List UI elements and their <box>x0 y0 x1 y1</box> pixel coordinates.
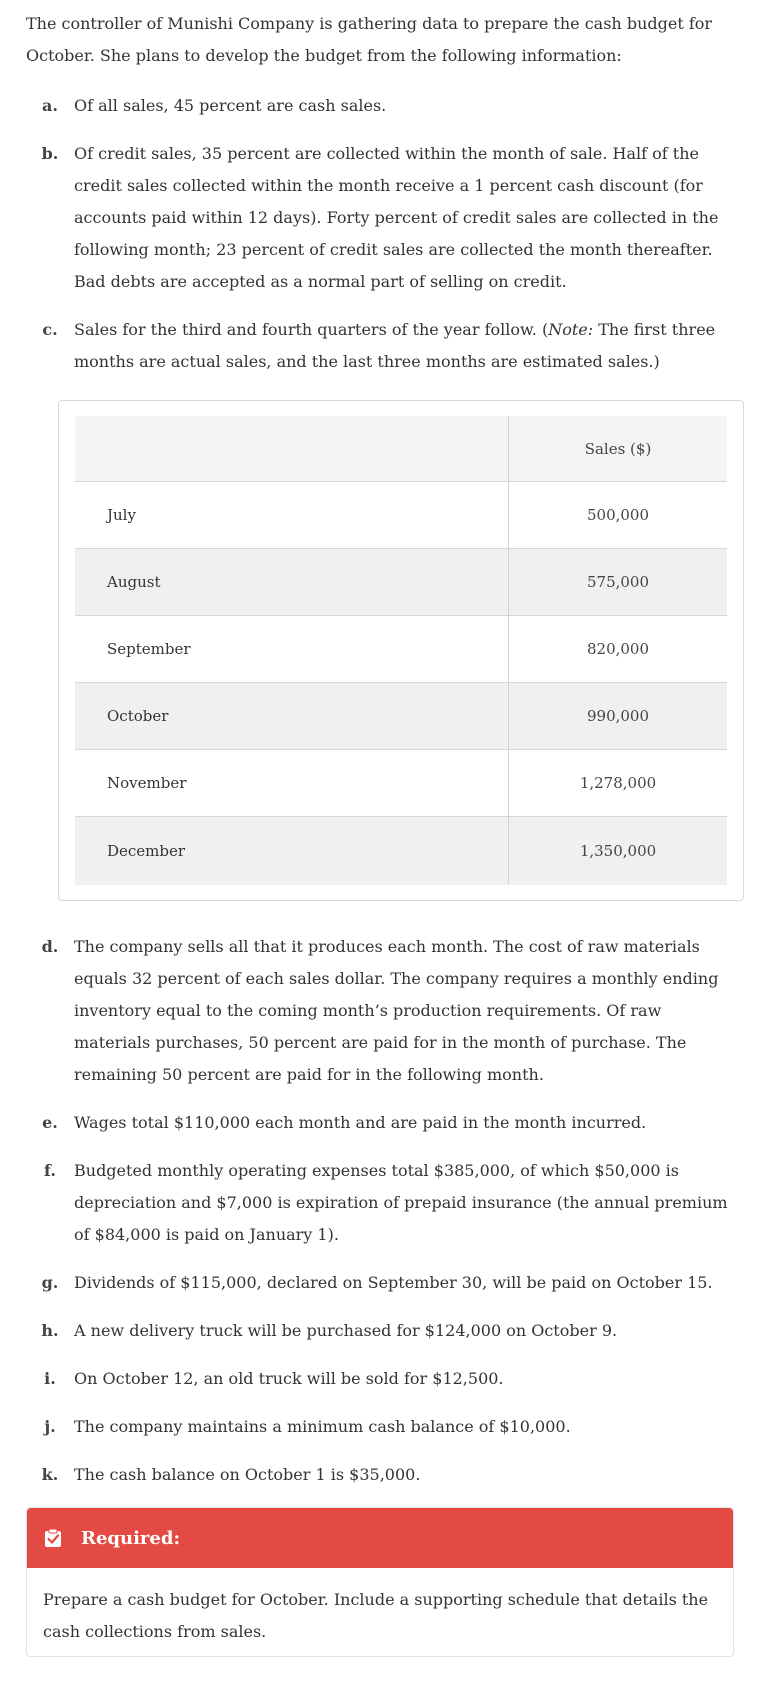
clipboard-check-icon <box>43 1528 63 1548</box>
item-letter: i. <box>44 1369 56 1388</box>
sales-cell: 500,000 <box>509 482 728 549</box>
item-letter: h. <box>41 1321 59 1340</box>
sales-cell: 575,000 <box>509 549 728 616</box>
table-row <box>75 549 727 616</box>
list-item-g <box>26 1267 734 1299</box>
list-item-h <box>26 1315 734 1347</box>
item-letter: e. <box>42 1113 58 1132</box>
item-c-text-after: The first three months are actual sales, and the last three months are estimated sales.) <box>74 320 716 371</box>
sales-cell: 820,000 <box>509 616 728 683</box>
month-cell: August <box>75 549 509 616</box>
table-row <box>75 482 727 549</box>
sales-cell: 990,000 <box>509 683 728 750</box>
list-item-j <box>26 1411 734 1443</box>
month-cell: October <box>75 683 509 750</box>
item-text: The company maintains a minimum cash balance of $10,000. <box>74 1417 571 1436</box>
item-letter: c. <box>42 320 58 339</box>
note-label: Note: <box>548 320 594 339</box>
month-cell: September <box>75 616 509 683</box>
item-text: Of credit sales, 35 percent are collected within the month of sale. Half of the credit sales collected within the month receive a 1 percent cash discount (for accounts paid within 12 days). Forty percent of credit sales are collected in the following month; 23 percent of credit sales are collected the month thereafter. Bad debts are accepted as a normal part of selling on credit. <box>74 144 719 291</box>
item-text: Dividends of $115,000, declared on September 30, will be paid on October 15. <box>74 1273 713 1292</box>
item-letter: g. <box>41 1273 59 1292</box>
sales-table <box>75 416 727 885</box>
table-row <box>75 750 727 817</box>
table-row <box>75 817 727 886</box>
item-text <box>74 314 734 378</box>
sales-column-header: Sales ($) <box>509 416 728 482</box>
item-letter: f. <box>44 1161 56 1180</box>
list-item-d <box>26 931 734 1091</box>
table-header-row <box>75 416 727 482</box>
list-item-k <box>26 1459 734 1491</box>
month-cell: December <box>75 817 509 886</box>
item-letter: j. <box>44 1417 56 1436</box>
item-text: On October 12, an old truck will be sold for $12,500. <box>74 1369 504 1388</box>
item-text: The company sells all that it produces each month. The cost of raw materials equals 32 percent of each sales dollar. The company requires a monthly ending inventory equal to the coming month’s production requirements. Of raw materials purchases, 50 percent are paid for in the month of purchase. The remaining 50 percent are paid for in the following month. <box>74 937 719 1084</box>
sales-cell: 1,350,000 <box>509 817 728 886</box>
header-blank-cell <box>75 416 509 482</box>
list-item-a <box>26 90 734 122</box>
item-letter: k. <box>41 1465 59 1484</box>
list-item-b <box>26 138 734 298</box>
list-item-f <box>26 1155 734 1251</box>
item-letter: d. <box>41 937 59 956</box>
required-text: Prepare a cash budget for October. Include a supporting schedule that details the cash collections from sales. <box>43 1590 709 1641</box>
list-item-e <box>26 1107 734 1139</box>
list-item-i <box>26 1363 734 1395</box>
item-text: Wages total $110,000 each month and are paid in the month incurred. <box>74 1113 647 1132</box>
table-row <box>75 683 727 750</box>
required-title: Required: <box>81 1527 181 1549</box>
table-row <box>75 616 727 683</box>
sales-table-container <box>58 400 744 901</box>
item-text: The cash balance on October 1 is $35,000. <box>74 1465 421 1484</box>
month-cell: July <box>75 482 509 549</box>
sales-cell: 1,278,000 <box>509 750 728 817</box>
item-text: Budgeted monthly operating expenses total $385,000, of which $50,000 is depreciation and $7,000 is expiration of prepaid insurance (the annual premium of $84,000 is paid on January 1). <box>74 1161 728 1244</box>
item-text: A new delivery truck will be purchased for $124,000 on October 9. <box>74 1321 618 1340</box>
item-text: Of all sales, 45 percent are cash sales. <box>74 96 387 115</box>
item-c-text-before: Sales for the third and fourth quarters of the year follow. ( <box>74 320 549 339</box>
month-cell: November <box>75 750 509 817</box>
intro-paragraph: The controller of Munishi Company is gathering data to prepare the cash budget for October. She plans to develop the budget from the following information: <box>26 14 713 65</box>
item-letter: a. <box>42 96 58 115</box>
list-item-c <box>26 314 734 378</box>
required-header <box>27 1508 733 1568</box>
required-box <box>26 1507 734 1657</box>
item-letter: b. <box>41 144 59 163</box>
